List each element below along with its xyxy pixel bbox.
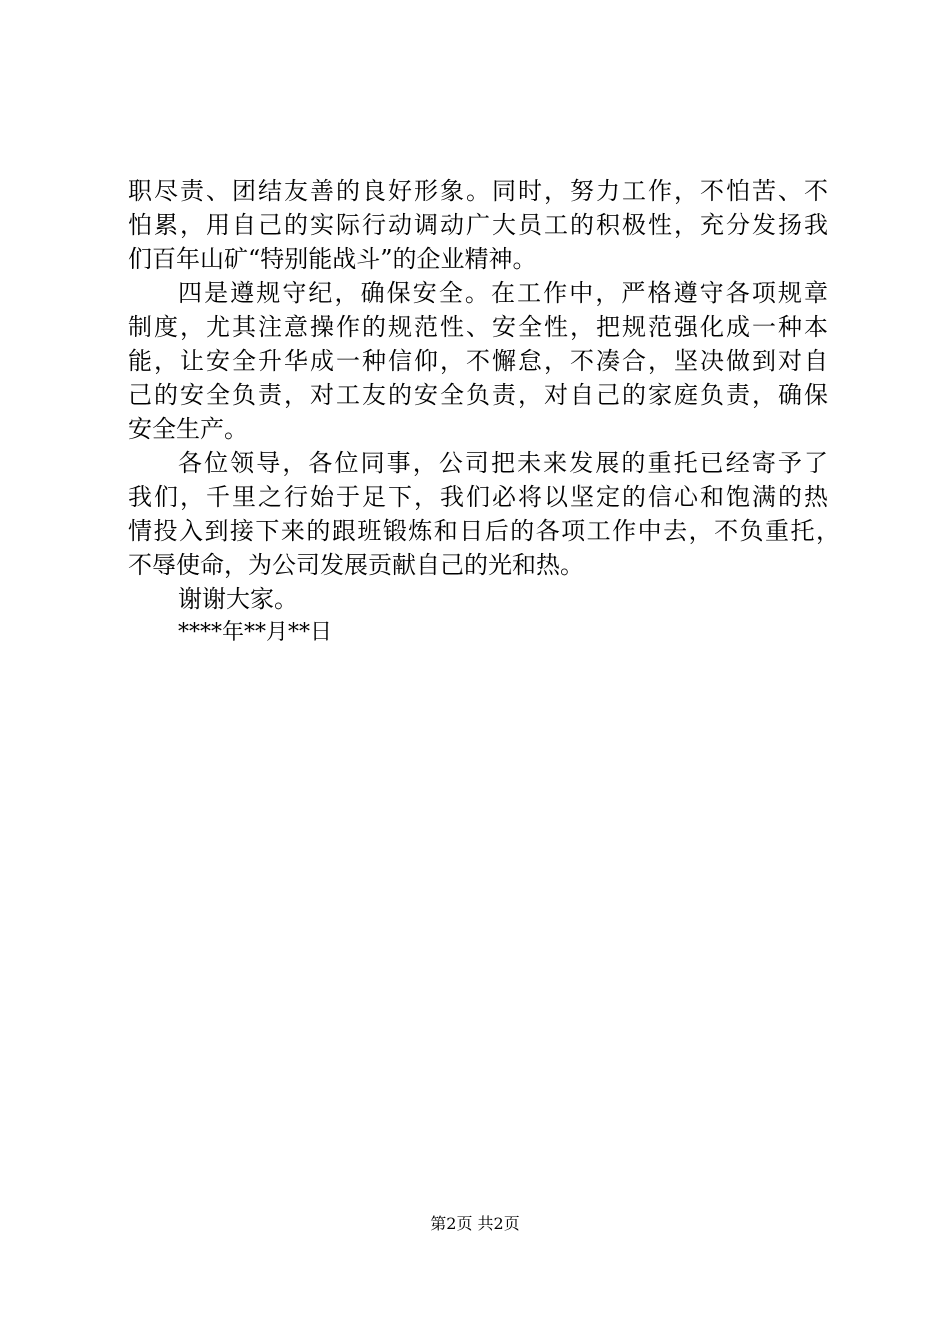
paragraph-start-line: 四是遵规守纪，确保安全。在工作中，严格遵守各项规章 [178, 279, 828, 307]
body-line: 安全生产。 [128, 415, 248, 443]
body-line: 不辱使命，为公司发展贡献自己的光和热。 [128, 551, 584, 579]
date-line: ****年**月**日 [178, 620, 333, 645]
body-line: 情投入到接下来的跟班锻炼和日后的各项工作中去，不负重托， [128, 517, 840, 545]
paragraph-start-line: 各位领导，各位同事，公司把未来发展的重托已经寄予了 [178, 449, 828, 477]
body-line: 能，让安全升华成一种信仰，不懈怠，不凑合，坚决做到对自 [128, 347, 828, 375]
page-footer: 第2页 共2页 [430, 1214, 520, 1233]
body-line: 我们，千里之行始于足下，我们必将以坚定的信心和饱满的热 [128, 483, 828, 511]
closing-line: 谢谢大家。 [178, 585, 298, 613]
body-line: 怕累，用自己的实际行动调动广大员工的积极性，充分发扬我 [128, 211, 828, 239]
body-line: 们百年山矿“特别能战斗”的企业精神。 [128, 245, 537, 273]
body-line: 制度，尤其注意操作的规范性、安全性，把规范强化成一种本 [128, 313, 828, 341]
body-line: 职尽责、团结友善的良好形象。同时，努力工作，不怕苦、不 [128, 177, 828, 205]
body-line: 己的安全负责，对工友的安全负责，对自己的家庭负责，确保 [128, 381, 828, 409]
